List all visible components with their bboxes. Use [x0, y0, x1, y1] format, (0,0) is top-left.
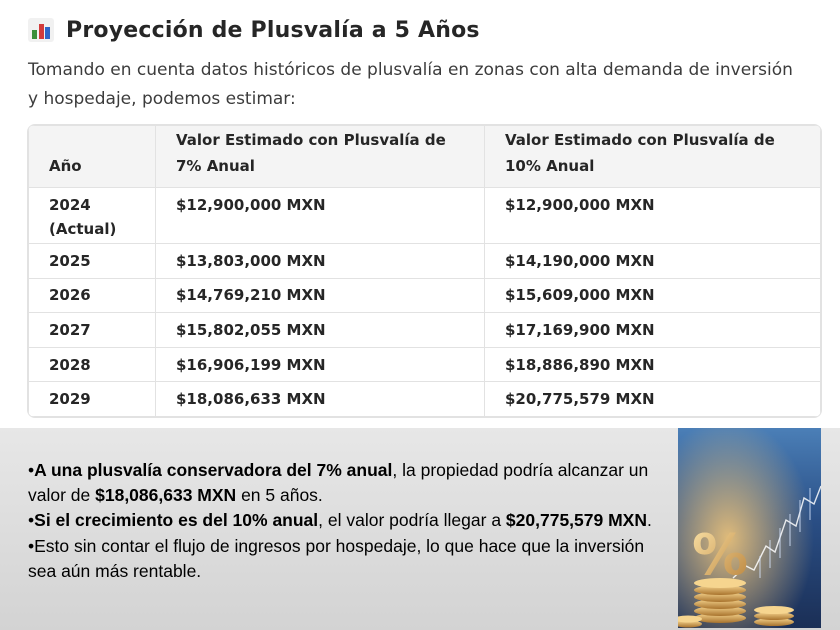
intro-text: Tomando en cuenta datos históricos de plusvalía en zonas con alta demanda de inversión y hospedaje, podemos estimar: — [28, 60, 793, 109]
cell-year: 2025 — [29, 244, 156, 279]
cell-value-7: $15,802,055 MXN — [156, 313, 485, 348]
header-value-10: Valor Estimado con Plusvalía de 10% Anual — [485, 126, 821, 188]
bullet-text: . — [647, 510, 652, 531]
cell-value-7: $18,086,633 MXN — [156, 382, 485, 417]
cell-value-7: $13,803,000 MXN — [156, 244, 485, 279]
bullet-item — [28, 458, 668, 508]
bullet-marker: • — [28, 510, 35, 531]
table-row — [29, 347, 821, 382]
cell-year: 2026 — [29, 278, 156, 313]
cell-value-7: $12,900,000 MXN — [156, 188, 485, 244]
cell-year: 2027 — [29, 313, 156, 348]
table-header-row — [29, 126, 821, 188]
bullet-highlight: $18,086,633 MXN — [95, 485, 237, 506]
table-row — [29, 382, 821, 417]
bullet-highlight: $20,775,579 MXN — [505, 510, 647, 531]
bullet-text: , la propiedad podría alcanzar un valor de — [28, 460, 649, 506]
chart-bar — [45, 27, 50, 39]
cell-value-10: $17,169,900 MXN — [485, 313, 821, 348]
bar-chart-icon — [28, 18, 54, 42]
cell-year: 2029 — [29, 382, 156, 417]
table — [28, 125, 821, 417]
chart-bar — [32, 30, 37, 39]
summary-panel — [0, 428, 840, 630]
header-year: Año — [29, 126, 156, 188]
bullet-text: , el valor podría llegar a — [318, 510, 506, 531]
table-row — [29, 278, 821, 313]
cell-value-7: $16,906,199 MXN — [156, 347, 485, 382]
bullet-highlight: A una plusvalía conservadora del 7% anual — [34, 460, 393, 480]
bullet-marker: • — [28, 460, 35, 480]
percent-coins-growth-icon — [678, 428, 821, 628]
cell-value-10: $20,775,579 MXN — [485, 382, 821, 417]
bullet-highlight: Si el crecimiento es del 10% anual — [34, 510, 319, 531]
growth-illustration — [678, 428, 821, 628]
header-value-7: Valor Estimado con Plusvalía de 7% Anual — [156, 126, 485, 188]
cell-value-10: $18,886,890 MXN — [485, 347, 821, 382]
cell-year: 2024 (Actual) — [29, 188, 156, 244]
table-row — [29, 188, 821, 244]
bullet-item — [28, 508, 668, 533]
summary-bullets — [28, 458, 668, 584]
table-row — [29, 244, 821, 279]
chart-bar — [39, 24, 44, 39]
table-row — [29, 313, 821, 348]
cell-value-10: $12,900,000 MXN — [485, 188, 821, 244]
cell-value-10: $14,190,000 MXN — [485, 244, 821, 279]
title-row — [28, 14, 480, 46]
cell-year: 2028 — [29, 347, 156, 382]
bullet-text: en 5 años. — [236, 485, 323, 506]
svg-text:%: % — [691, 523, 749, 588]
cell-value-10: $15,609,000 MXN — [485, 278, 821, 313]
page-title: Proyección de Plusvalía a 5 Años — [66, 17, 480, 43]
projection-table — [27, 124, 822, 418]
bullet-item: •Esto sin contar el flujo de ingresos por hospedaje, lo que hace que la inversión sea aún más rentable. — [28, 535, 645, 581]
cell-value-7: $14,769,210 MXN — [156, 278, 485, 313]
